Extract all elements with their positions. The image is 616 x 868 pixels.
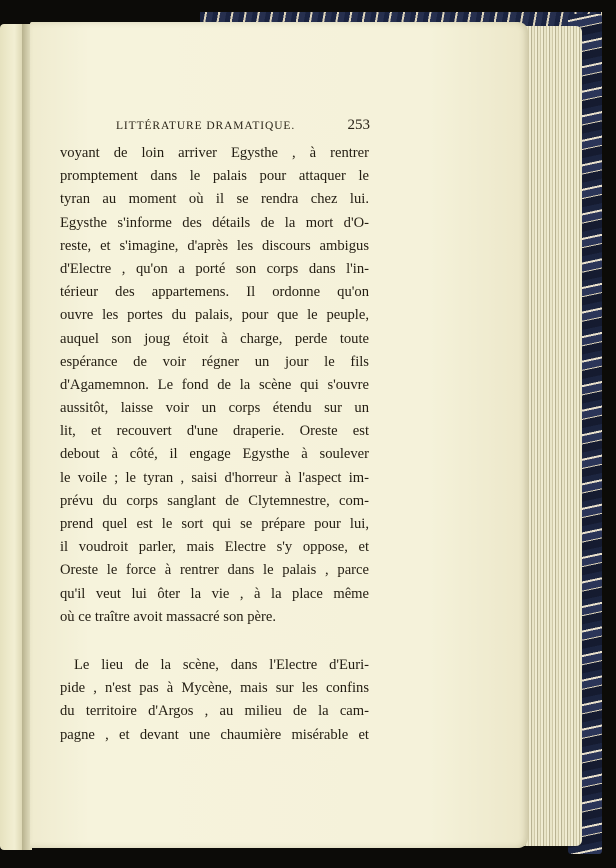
- text-line: ouvre les portes du palais, pour que le peuple,: [60, 307, 369, 324]
- text-line: le voile ; le tyran , saisi d'horreur à l'aspect im-: [60, 469, 369, 486]
- page-header: [116, 118, 370, 138]
- text-line: d'Electre , qu'on a porté son corps dans l'in-: [60, 260, 369, 277]
- paragraph: [60, 142, 369, 629]
- page-number: 253: [347, 117, 370, 133]
- text-line: espérance de voir régner un jour le fils: [60, 353, 369, 370]
- text-line: Egysthe s'informe des détails de la mort d'O-: [60, 214, 369, 231]
- text-line: prend quel est le sort qui se prépare pour lui,: [60, 516, 369, 532]
- text-line: reste, et s'imagine, d'après les discours ambigus: [60, 237, 369, 254]
- text-line: voyant de loin arriver Egysthe , à rentrer: [60, 145, 369, 161]
- text-line: du territoire d'Argos , au milieu de la cam-: [60, 703, 369, 720]
- text-line: lit, et recouvert d'une draperie. Oreste est: [60, 423, 369, 440]
- paragraph: [60, 654, 369, 747]
- paragraph-gap: [60, 629, 369, 654]
- body-text: [60, 142, 369, 747]
- text-line: prévu du corps sanglant de Clytemnestre, com-: [60, 492, 369, 509]
- text-line: où ce traître avoit massacré son père.: [60, 608, 276, 625]
- text-line: Oreste le force à rentrer dans le palais , parce: [60, 562, 369, 579]
- running-title: LITTÉRATURE DRAMATIQUE.: [116, 120, 296, 132]
- facing-page-edge: [0, 24, 24, 850]
- text-line: pagne , et devant une chaumière misérable et: [60, 726, 369, 743]
- text-line: auquel son joug étoit à charge, perde toute: [60, 330, 369, 347]
- text-line: pide , n'est pas à Mycène, mais sur les confins: [60, 680, 369, 697]
- text-line: Le lieu de la scène, dans l'Electre d'Euri-: [74, 656, 369, 673]
- text-line: qu'il veut lui ôter la vie , à la place même: [60, 585, 369, 602]
- text-line: d'Agamemnon. Le fond de la scène qui s'ouvre: [60, 376, 369, 393]
- text-line: tyran au moment où il se rendra chez lui.: [60, 191, 369, 208]
- page-edges: [520, 26, 582, 846]
- text-line: debout à côté, il engage Egysthe à soulever: [60, 446, 369, 463]
- text-line: il voudroit parler, mais Electre s'y oppose, et: [60, 539, 369, 556]
- text-line: térieur des appartemens. Il ordonne qu'on: [60, 284, 369, 301]
- text-line: aussitôt, laisse voir un corps étendu sur un: [60, 400, 369, 417]
- text-line: promptement dans le palais pour attaquer le: [60, 168, 369, 185]
